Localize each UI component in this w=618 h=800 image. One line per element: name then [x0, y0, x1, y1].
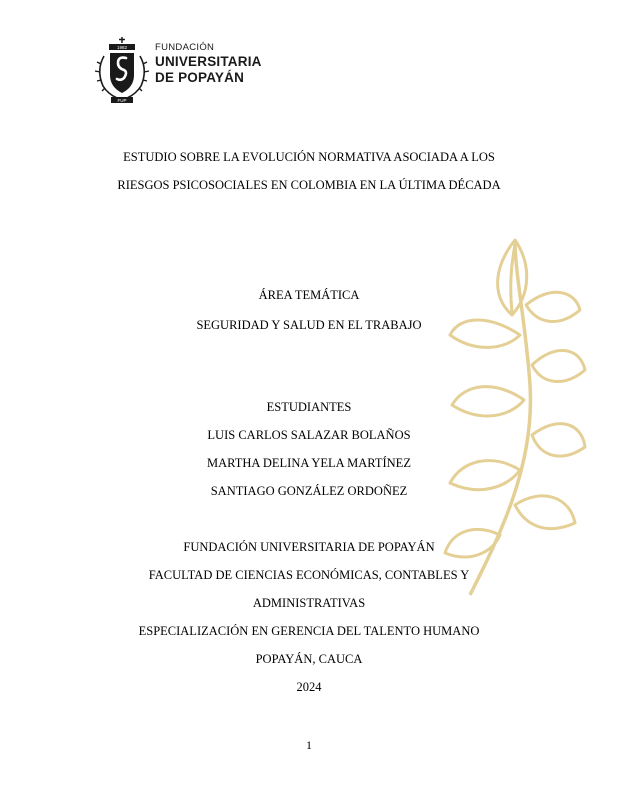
year: 2024	[296, 680, 322, 694]
area-value: SEGURIDAD Y SALUD EN EL TRABAJO	[196, 318, 422, 332]
student-name-1: LUIS CARLOS SALAZAR BOLAÑOS	[207, 428, 411, 442]
city: POPAYÁN, CAUCA	[255, 652, 363, 666]
area-heading: ÁREA TEMÁTICA	[258, 288, 360, 302]
title-line-2: RIESGOS PSICOSOCIALES EN COLOMBIA EN LA ÚLTIMA DÉCADA	[117, 178, 501, 192]
logo-line-1: FUNDACIÓN	[155, 42, 215, 53]
student-name-2: MARTHA DELINA YELA MARTÍNEZ	[207, 456, 411, 470]
seal-year: 1982	[116, 45, 128, 50]
fup-shield-logo-icon	[92, 36, 152, 108]
students-heading: ESTUDIANTES	[266, 400, 352, 414]
faculty-line-1: FACULTAD DE CIENCIAS ECONÓMICAS, CONTABLES Y	[148, 568, 470, 582]
logo-wordmark	[155, 42, 262, 86]
seal-letters: FUP	[117, 98, 127, 103]
title-line-1: ESTUDIO SOBRE LA EVOLUCIÓN NORMATIVA ASOCIADA A LOS	[123, 150, 495, 164]
faculty-line-2: ADMINISTRATIVAS	[252, 596, 366, 610]
logo-line-3: DE POPAYÁN	[155, 70, 245, 85]
student-name-3: SANTIAGO GONZÁLEZ ORDOÑEZ	[210, 484, 408, 498]
page-number: 1	[306, 738, 312, 752]
logo-line-2: UNIVERSITARIA	[155, 54, 262, 69]
program-name: ESPECIALIZACIÓN EN GERENCIA DEL TALENTO HUMANO	[138, 624, 480, 638]
university-logo	[92, 36, 282, 108]
institution-name: FUNDACIÓN UNIVERSITARIA DE POPAYÁN	[183, 540, 435, 554]
